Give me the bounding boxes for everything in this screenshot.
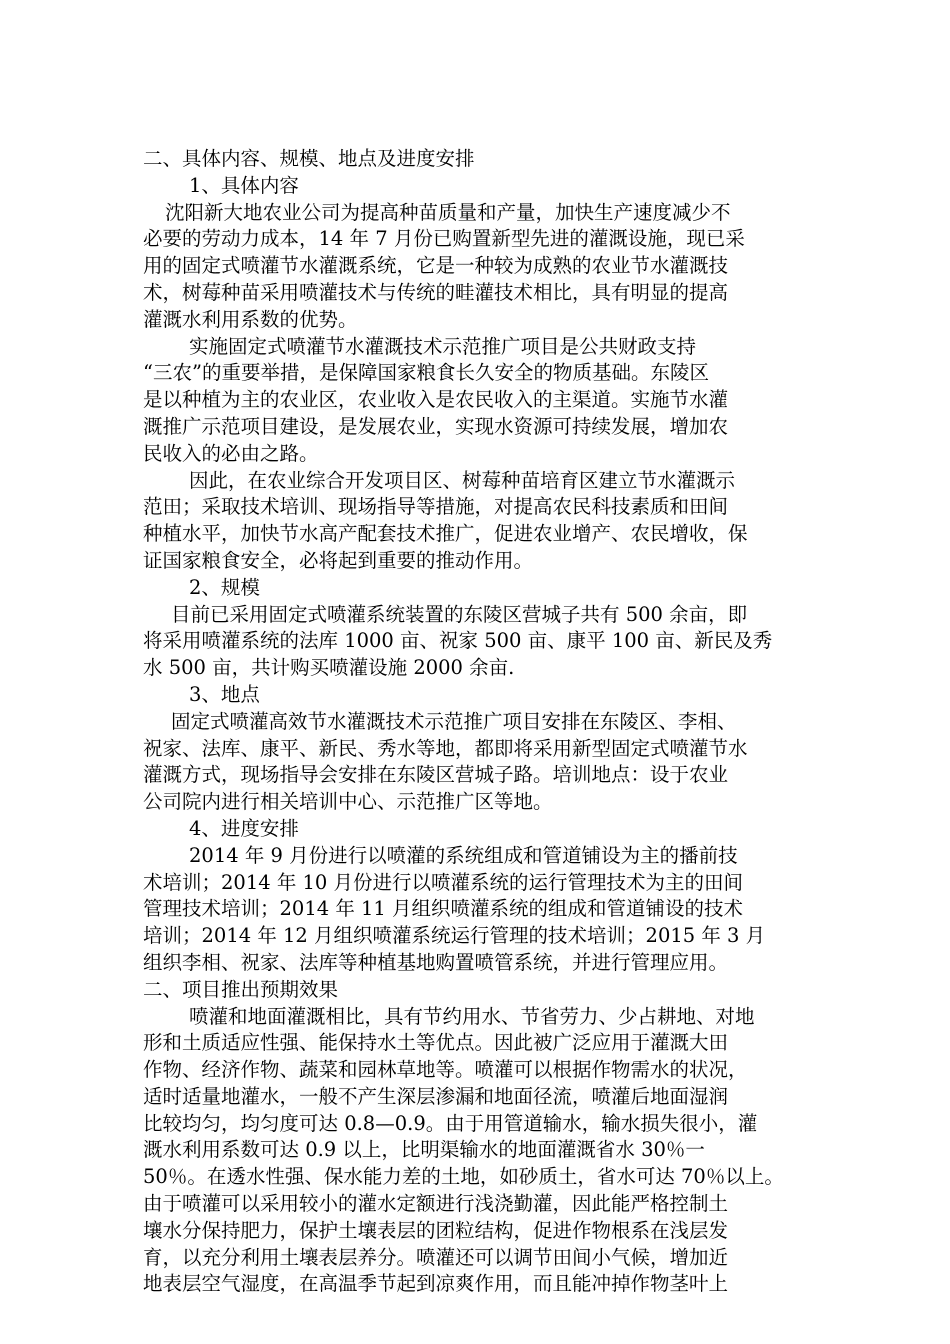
text-line: 1、具体内容 — [189, 173, 299, 197]
text-line: 祝家、法库、康平、新民、秀水等地，都即将采用新型固定式喷灌节水 — [143, 736, 748, 760]
text-line: “三农”的重要举措，是保障国家粮食长久安全的物质基础。东陵区 — [143, 361, 709, 385]
text-line: 4、进度安排 — [189, 816, 299, 840]
text-line: 灌溉方式，现场指导会安排在东陵区营城子路。培训地点：设于农业 — [143, 763, 729, 787]
text-line: 是以种植为主的农业区，农业收入是农民收入的主渠道。实施节水灌 — [143, 388, 729, 412]
text-line: 适时适量地灌水，一般不产生深层渗漏和地面径流，喷灌后地面湿润 — [143, 1084, 729, 1108]
text-line: 2、规模 — [189, 575, 260, 599]
text-line: 比较均匀，均匀度可达 0.8—0.9。由于用管道输水，输水损失很小，灌 — [143, 1111, 758, 1135]
text-line: 灌溉水利用系数的优势。 — [143, 307, 358, 331]
text-line: 民收入的必由之路。 — [143, 441, 319, 465]
text-line: 地表层空气湿度，在高温季节起到凉爽作用，而且能冲掉作物茎叶上 — [143, 1272, 729, 1296]
text-line: 3、地点 — [189, 682, 260, 706]
text-line: 溉水利用系数可达 0.9 以上，比明渠输水的地面灌溉省水 30％一 — [143, 1138, 705, 1162]
text-line: 壤水分保持肥力，保护土壤表层的团粒结构，促进作物根系在浅层发 — [143, 1218, 729, 1242]
text-line: 术培训；2014 年 10 月份进行以喷灌系统的运行管理技术为主的田间 — [143, 870, 744, 894]
text-line: 2014 年 9 月份进行以喷灌的系统组成和管道铺设为主的播前技 — [189, 843, 738, 867]
text-line: 将采用喷灌系统的法库 1000 亩、祝家 500 亩、康平 100 亩、新民及秀 — [143, 629, 773, 653]
text-line: 喷灌和地面灌溉相比，具有节约用水、节省劳力、少占耕地、对地 — [189, 1004, 755, 1028]
text-line: 种植水平，加快节水高产配套技术推广，促进农业增产、农民增收，保 — [143, 522, 748, 546]
text-line: 培训；2014 年 12 月组织喷灌系统运行管理的技术培训；2015 年 3 月 — [143, 924, 766, 948]
text-line: 溉推广示范项目建设，是发展农业，实现水资源可持续发展，增加农 — [143, 414, 729, 438]
text-line: 证国家粮食安全，必将起到重要的推动作用。 — [143, 548, 534, 572]
text-line: 由于喷灌可以采用较小的灌水定额进行浅浇勤灌，因此能严格控制土 — [143, 1192, 729, 1216]
text-line: 因此，在农业综合开发项目区、树莓种苗培育区建立节水灌溉示 — [189, 468, 736, 492]
text-line: 固定式喷灌高效节水灌溉技术示范推广项目安排在东陵区、李相、 — [171, 709, 737, 733]
document-body — [143, 146, 826, 1298]
text-line: 育，以充分利用土壤表层养分。喷灌还可以调节田间小气候，增加近 — [143, 1245, 729, 1269]
text-line: 沈阳新大地农业公司为提高种苗质量和产量，加快生产速度减少不 — [165, 200, 731, 224]
text-line: 范田；采取技术培训、现场指导等措施，对提高农民科技素质和田间 — [143, 495, 729, 519]
text-line: 作物、经济作物、蔬菜和园林草地等。喷灌可以根据作物需水的状况， — [143, 1058, 748, 1082]
text-line: 水 500 亩，共计购买喷灌设施 2000 余亩. — [143, 656, 515, 680]
text-line: 用的固定式喷灌节水灌溉系统，它是一种较为成熟的农业节水灌溉技 — [143, 254, 729, 278]
text-line: 管理技术培训；2014 年 11 月组织喷灌系统的组成和管道铺设的技术 — [143, 897, 744, 921]
text-line: 形和土质适应性强、能保持水土等优点。因此被广泛应用于灌溉大田 — [143, 1031, 729, 1055]
text-line: 实施固定式喷灌节水灌溉技术示范推广项目是公共财政支持 — [189, 334, 697, 358]
text-line: 二、项目推出预期效果 — [143, 977, 339, 1001]
text-line: 50％。在透水性强、保水能力差的土地，如砂质土，省水可达 70％以上。 — [143, 1165, 784, 1189]
text-line: 公司院内进行相关培训中心、示范推广区等地。 — [143, 790, 553, 814]
text-line: 二、具体内容、规模、地点及进度安排 — [143, 147, 475, 170]
text-line: 必要的劳动力成本，14 年 7 月份已购置新型先进的灌溉设施，现已采 — [143, 227, 745, 251]
text-line: 目前已采用固定式喷灌系统装置的东陵区营城子共有 500 余亩，即 — [171, 602, 748, 626]
text-line: 组织李相、祝家、法库等种植基地购置喷管系统，并进行管理应用。 — [143, 950, 729, 974]
text-line: 术，树莓种苗采用喷灌技术与传统的畦灌技术相比，具有明显的提高 — [143, 280, 729, 304]
